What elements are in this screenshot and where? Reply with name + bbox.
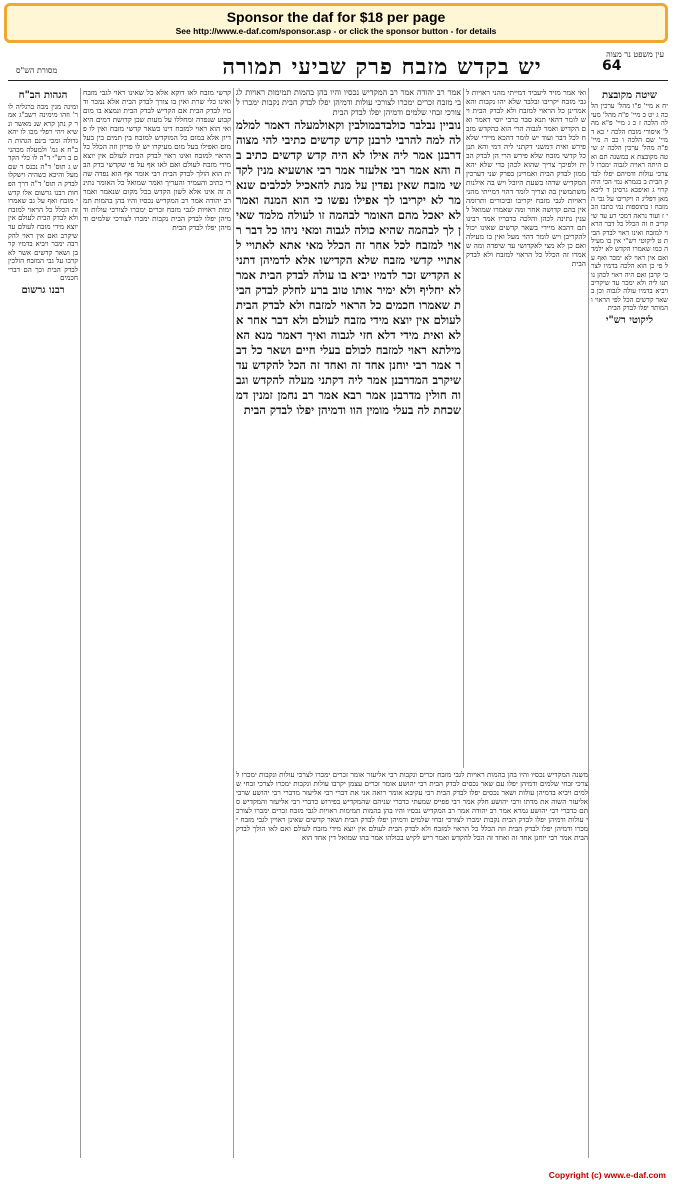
rabbenu-gershom-label: רבנו גרשום	[21, 285, 65, 297]
gemara-column	[236, 88, 461, 768]
talmud-page	[8, 50, 668, 1160]
left-margin-text: ומינה מנין מכה ברגליה לו ר' וזהו מימינה רשב"ג אמר ק נתן קרא שנ מאשר ונשיא ויהי רפלי מכו לו יהא גדולה ומכי בינם הגהות הב"ח א גמ' ולמעלה מכהנים ב רש"י ד"ה לו כלי הקדש ג תוס' ד"ה נכנס ד שם מעל והיכא כשהיה וישקלו לבדק ה תוס' ד"ה דרך הפחות רבנו גרשום אלו קדשי מזבח ואף על גב שאמרו זה הכלל כל הראוי למזבח ולא לבדק הבית לעולם אין יוצא מידי מזבח לעולם עד שיקרב ואם אין ראוי להקרבה ימכר ויביא בדמיו קרבן ושאר קדשים אשר לא קרבו על גבי המזבח הולכין לבדק הבית וכך הם דברי חכמים	[8, 102, 78, 283]
tosafot-text: ואי אמר מזיד ליעביד דמייתי מהני ראויות לגבי מזבח יקריבו ובלבד שלא יהו נקבות והא אמרינן כל הראוי למזבח ולא לבדק הבית ויש לומר דהאי תנא סבר כרבי יוסי דאמר ואם הקדיש ואמר לגבוה הרי הוא כהקדש מזבח לכל דבר ועוד יש לומר דהכא מיירי שלא פירש ואית דמשני דקתני ליה דמי והא תנן כל קדשי מזבח שלא פירש הרי הן לבדק הבית ולפיכך צריך שהוא לכהן כדי שלא יהא ממון לבדק הבית ואמרינן בפרק שני דערכין המקדיש שדהו בשעת היובל ויש בה אילנות משתמשין בה וצריך לומר דהוי דמייתי מהני ראויות לגבי מזבח יקריבו וביכורים ותרומה אין בהם קדושה אחר ומה שאמרו שמואל לענין נתינה לכהן והלכה כדבריו אמר רבינו תם דהכא מיירי בשאר קדשים שאינו יכול להקריבן ויש לומר דהוי מעל ואין בו מעילה ואם כן לא מצי לאקדושי עד שיפדה ומה שאמרו זה הכלל כל הראוי למזבח ולא לבדק הבית	[466, 88, 586, 268]
sponsor-subtitle[interactable]: See http://www.e-daf.com/sponsor.asp - or click the sponsor button - for details	[175, 26, 497, 36]
likutei-rashi-label: ליקוטי רש"י	[605, 314, 654, 326]
gemara-text: נוביין נבלבר כולבדבמולבין וקאולמעלה דאמר למלמלה למה להרבי לרבנן קדש קדשים כתיבי להי מצוה דרבנן אמר ליה אילו לא היה קדש קדשים כתיב בה והא אמר רבי אלעזר אמר רבי אושעיא מנין לקדשי מזבח שאין נפדין על מנת להאכיל לכלבים שנאמר לא יקריבו לך אפילו נפשו כי הוא המנה ואמר לא יאכל מהם האומר לבהמה זו לעולה מלמד שאין לך לבהמה שהיא כולה לגבוה ומאי ניהו כל דבר ראוי למזבח לכל אחר זה הכלל מאי אתא לאתויי לאתויי קדשי מזבח שלא הקדישו אלא לדמיהן דתניא הקדיש זכר לדמיו יביא בו עולה לבדק הבית אמר לא יחליף ולא ימיר אותו טוב ברע לחלק לבדק הבית שאמרו חכמים כל הראוי למזבח ולא לבדק הבית לעולם אין יוצא מידי מזבח לעולם ולא דבר אחר אלא ואית מידי דלא חזי לגבוה ואיך דאמר מנא הא מילתא ראוי למזבח לכולם בעלי חיים ושאר כל דבר אמר רבי יוחנן אחד זה ואחד זה הכל להקדש עד שיקרב המדרבנן אמר ליה דקתני מעלה להקדש וגבוה חולין מדרבנן אמר רבא אמר רב נחמן זמנין דמשכחת לה בעלי מומין הוו ודמיהן יפלו לבדק הבית	[236, 118, 461, 417]
tosafot-column	[466, 88, 586, 1158]
right-margin-text: יח א מיי' פ"ו מהל' ערכין הלכה ג יט ב מיי' פ"ה מהל' מעילה הלכה ז כ ג מיי' פ"א מהל' איסורי מזבח הלכה י כא ד מיי' שם הלכה ו כב ה מיי' פ"ה מהל' ערכין הלכה יג שיטה מקובצת א במשנה תם ואם היתה ראויה לגבוה ימכרו לצרכי עולות ודמיהם יפלו לבדק הבית ב בגמרא נמי הכי היה קרוי ג ואיפכא גרסינן ד ליכא מאן דפליג ה ויקריבו על גבי המזבח ו בתוספות נמי כתבו הכי ז ועוד נראה דמכי רע עד שיקריב ח זה הכלל כל דבר הראוי למזבח ואינו ראוי לבדק הבית ט ליקוטי רש"י אין בו מעילה כמו שאמרו הקדש לא ילמד ואם אין ראוי לא ימכר ואף על פי כן הוא הלכה בדמיו לצרכי קרבן ואם היה ראוי לכהן נותנו ליה ולא ימכר עד שיקריב ויביא בדמיו עולה לגבוה וכן בשאר קדשים הכל לפי הראוי והמותר יפלו לבדק הבית	[591, 102, 668, 313]
ein-mishpat-label: עין משפט נר מצוה	[606, 50, 664, 59]
right-margin-column	[591, 88, 668, 1158]
bottom-commentary-text: משנה המקדיש נכסיו והיו בהן בהמות ראויות לגבי מזבח זכרים ונקבות רבי אליעזר אומר זכרים ימכרו לצרכי עולות ונקבות ימכרו לצרכי זבחי שלמים ודמיהן יפלו עם שאר נכסים לבדק הבית רבי יהושע אומר זכרים עצמן יקרבו עולות ונקבות ימכרו לצרכי זבחי שלמים ויביא בדמיהן עולות ושאר נכסים יפלו לבדק הבית רבי עקיבא אומר רואה אני את דברי רבי אליעזר מדברי רבי יהושע שרבי אליעזר השוה את מדתו ורבי יהושע חלק אמר רבי פפייס שמעתי כדברי שניהם שהמקדיש בפירוש כדברי רבי אליעזר והמקדיש סתם כדברי רבי יהושע גמרא אמר רב יהודה אמר רב המקדיש נכסיו והיו בהן בהמות תמימות ראויות לגבי מזבח זכרים ימכרו לצורכי עולות ודמיהן יפלו לבדק הבית נקבות ימכרו לצורכי זבחי שלמים ודמיהן יפלו לבדק הבית ושאר קדשים שאינן ראויין לגבי מזבח ימכרו ודמיהן יפלו לבדק הבית וזה הכלל כל הראוי למזבח ולא לבדק הבית לעולם אין יוצא מידי מזבח לעולם ואם לאו הולך לבדק הבית אמר רבי יוחנן אחד זה ואחד זה הכל להקדש ואמר ריש לקיש בכולהו אמר בהו שמואל דין אחד הוא	[236, 770, 588, 842]
gutter-divider	[463, 88, 464, 768]
page-title: יש בקדש מזבח פרק שביעי תמורה	[222, 54, 542, 80]
rashi-text: קדשי מזבח לאו דוקא אלא כל שאינו ראוי לגבי מזבח ואינו כלי שרת ואין בו צורך לבדק הבית אלא נמכר ודמיו לבדק הבית אם הקדיש לבדק הבית ונמצא בו מום קבוע שנפדה ומחללו על מעות שכן קדושת דמים היא ואי הוא ראוי למזבח דינו כשאר קדשי מזבח ואין לו פדיון אלא במום כל המוקדש למזבח בין תמים בין בעל מום ואפילו בעל מום מעיקרו יש לו פדיון וזה הכלל כל הראוי למזבח ואינו ראוי לבדק הבית לעולם אין יוצא מידי מזבח לעולם ואם לאו אף על פי שקדשי בדק הבית הוא הולך לבדק הבית רבי אומר אף הוא נפדה שהרי כתיב והעמיד והעריך ואמר שמואל כל האומר נתינה זה אינו אלא לשון הקדש בכל מקום שנאמר ואמר רב יהודה אמר רב המקדיש נכסיו והיו בהן בהמות תמימות ראויות לגבי מזבח זכרים ימכרו לצורכי עולות ודמיהן יפלו לבדק הבית נקבות ימכרו לצורכי שלמים ודמיהן יפלו לבדק הבית	[83, 88, 231, 232]
sponsor-title[interactable]: Sponsor the daf for $18 per page	[226, 9, 446, 25]
masoret-hashas-label: מסורת הש"ס	[16, 66, 58, 75]
shita-mekubetzet-label: שיטה מקובצת	[602, 90, 657, 101]
hagahot-label: הגהות הב"ח	[18, 90, 68, 101]
rashi-column	[83, 88, 231, 1158]
gutter-divider	[588, 88, 589, 1158]
header-divider	[8, 80, 668, 81]
copyright-link[interactable]: Copyright (c) www.e-daf.com	[548, 1170, 666, 1180]
gutter-divider	[80, 88, 81, 1158]
gutter-divider	[233, 88, 234, 1158]
sponsor-banner[interactable]	[4, 3, 668, 43]
page-number: 64	[602, 58, 622, 74]
left-margin-column	[8, 88, 78, 1158]
gemara-top-text: אמר רב יהודה אמר רב המקדיש נכסיו והיו בהן בהמות תמימות ראויות לגבי מזבח זכרים ימכרו לצורכי עולות ודמיהן יפלו לבדק הבית נקבות ימכרו לצורכי זבחי שלמים ודמיהן יפלו לבדק הבית	[236, 88, 461, 117]
